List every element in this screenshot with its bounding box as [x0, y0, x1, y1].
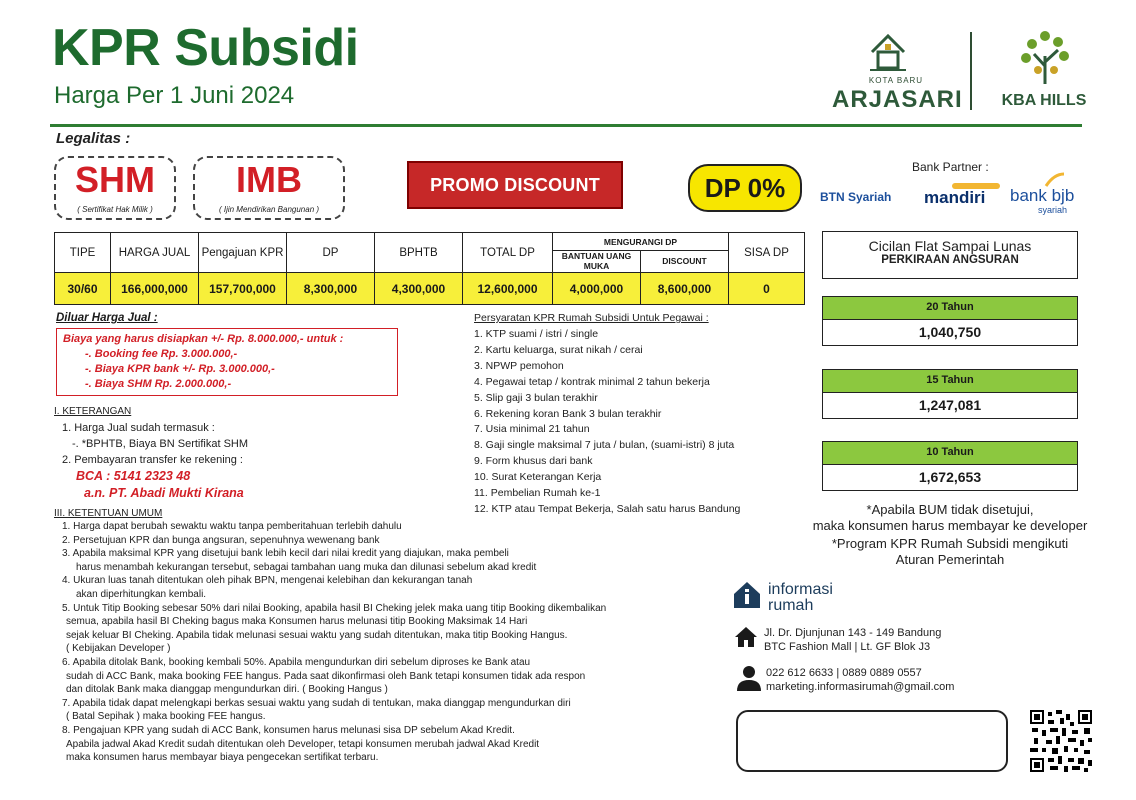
page-subtitle: Harga Per 1 Juni 2024 — [54, 82, 295, 109]
th-tipe: TIPE — [55, 233, 111, 273]
biaya-line: Biaya yang harus disiapkan +/- Rp. 8.000.000,- untuk : — [63, 333, 344, 345]
kba-tree-icon — [1014, 26, 1076, 88]
qr-code-icon — [1030, 710, 1092, 772]
tenor-20-label: 20 Tahun — [822, 296, 1078, 320]
note-program — [782, 536, 1118, 568]
cicilan-subtitle: PERKIRAAN ANGSURAN — [881, 254, 1019, 266]
ketentuan-line: 1. Harga dapat berubah sewaktu waktu tanpa pemberitahuan terlebih dahulu — [62, 521, 402, 532]
td-dp: 8,300,000 — [287, 273, 375, 305]
th-dp: DP — [287, 233, 375, 273]
informasi-rumah-brand — [768, 582, 833, 614]
keterangan-title: I. KETERANGAN — [54, 406, 132, 417]
td-tipe: 30/60 — [55, 273, 111, 305]
persyaratan-item: 4. Pegawai tetap / kontrak minimal 2 tahun bekerja — [474, 375, 710, 388]
btn-syariah-logo: BTN Syariah — [820, 190, 892, 204]
email-address: marketing.informasirumah@gmail.com — [766, 681, 955, 693]
ketentuan-line: harus menambah kekurangan tersebut, sebagai tambahan uang muka dan dilunasi sebelum akad kredit — [76, 561, 537, 573]
td-pengajuan-kpr: 157,700,000 — [199, 273, 287, 305]
tenor-10-value: 1,672,653 — [822, 465, 1078, 491]
bank-partner-label: Bank Partner : — [912, 160, 989, 174]
imb-badge — [193, 156, 345, 220]
th-harga-jual: HARGA JUAL — [111, 233, 199, 273]
th-discount: DISCOUNT — [641, 251, 729, 273]
td-sisa-dp: 0 — [729, 273, 805, 305]
biaya-box — [56, 328, 398, 396]
persyaratan-item: 3. NPWP pemohon — [474, 359, 564, 372]
ketentuan-line: maka konsumen harus membayar biaya pengecekan sertifikat terbaru. — [66, 752, 379, 764]
persyaratan-item: 5. Slip gaji 3 bulan terakhir — [474, 391, 598, 404]
th-bantuan-uang-muka: BANTUAN UANG MUKA — [553, 251, 641, 273]
tenor-10-card — [822, 441, 1078, 491]
persyaratan-item: 1. KTP suami / istri / single — [474, 328, 599, 340]
tenor-15-value: 1,247,081 — [822, 393, 1078, 419]
informasi-rumah-logo-icon — [732, 580, 762, 610]
logo-divider — [970, 32, 972, 110]
ketentuan-line: akan diperhitungkan kembali. — [76, 588, 207, 600]
ketentuan-line: 8. Pengajuan KPR yang sudah di ACC Bank, konsumen harus melunasi sisa DP sebelum Akad Kredit. — [62, 724, 515, 736]
persyaratan-item: 12. KTP atau Tempat Bekerja, Salah satu harus Bandung — [474, 502, 741, 515]
ketentuan-line: 6. Apabila ditolak Bank, booking kembali 50%. Apabila mengundurkan diri sebelum diproses ke Bank atau — [62, 656, 531, 668]
biaya-line: -. Booking fee Rp. 3.000.000,- — [85, 348, 238, 360]
promo-discount-banner: PROMO DISCOUNT — [407, 161, 623, 209]
th-total-dp: TOTAL DP — [463, 233, 553, 273]
note-bum-line2: maka konsumen harus membayar ke developer — [812, 518, 1088, 533]
tenor-20-card — [822, 296, 1078, 346]
legalitas-label: Legalitas : — [56, 130, 131, 147]
keterangan-item-1-sub: -. *BPHTB, Biaya BN Sertifikat SHM — [72, 438, 249, 450]
ketentuan-line: Apabila jadwal Akad Kredit sudah ditentukan oleh Developer, tetapi konsumen merubah jadwal Akad Kredit — [66, 738, 540, 750]
th-pengajuan-kpr: Pengajuan KPR — [199, 233, 287, 273]
header-divider — [50, 124, 1082, 127]
logo-kba-hills: KBA HILLS — [1001, 92, 1087, 109]
td-total-dp: 12,600,000 — [463, 273, 553, 305]
mandiri-logo: mandiri — [924, 188, 986, 207]
ketentuan-line: 7. Apabila tidak dapat melengkapi berkas sesuai waktu yang sudah di tentukan, maka dianggap mengundurkan diri — [62, 697, 571, 709]
tenor-20-value: 1,040,750 — [822, 320, 1078, 346]
persyaratan-item: 8. Gaji single maksimal 7 juta / bulan, (suami-istri) 8 juta — [474, 439, 735, 452]
td-bphtb: 4,300,000 — [375, 273, 463, 305]
shm-desc: ( Sertifikat Hak Milik ) — [77, 205, 153, 214]
home-icon — [734, 626, 758, 648]
ketentuan-line: ( Batal Sepihak ) maka booking FEE hangus. — [66, 711, 266, 723]
ketentuan-line: 5. Untuk Titip Booking sebesar 50% dari nilai Booking, apabila hasil BI Cheking jelek maka uang titip Booking dikembalikan — [62, 602, 607, 614]
contact-info — [766, 666, 954, 694]
persyaratan-item: 9. Form khusus dari bank — [474, 455, 593, 468]
shm-badge — [54, 156, 176, 220]
note-program-line2: Aturan Pemerintah — [895, 552, 1005, 567]
td-discount: 8,600,000 — [641, 273, 729, 305]
note-program-line1: *Program KPR Rumah Subsidi mengikuti — [831, 536, 1069, 551]
tenor-10-label: 10 Tahun — [822, 441, 1078, 465]
bank-account — [76, 468, 244, 502]
phone-number: 022 612 6633 | 0889 0889 0557 — [766, 667, 922, 679]
diluar-harga-title: Diluar Harga Jual : — [56, 312, 158, 324]
cicilan-title: Cicilan Flat Sampai Lunas — [868, 238, 1032, 254]
th-bphtb: BPHTB — [375, 233, 463, 273]
tenor-15-card — [822, 369, 1078, 419]
bca-number: BCA : 5141 2323 48 — [76, 469, 191, 483]
biaya-line: -. Biaya SHM Rp. 2.000.000,- — [85, 378, 232, 390]
td-bantuan: 4,000,000 — [553, 273, 641, 305]
page-title: KPR Subsidi — [52, 19, 359, 77]
ketentuan-list — [62, 520, 722, 765]
keterangan-item-1: 1. Harga Jual sudah termasuk : — [62, 422, 215, 434]
logo-arjasari: ARJASARI — [832, 86, 963, 113]
th-mengurangi-dp: MENGURANGI DP — [553, 233, 729, 251]
persyaratan-item: 7. Usia minimal 21 tahun — [474, 423, 590, 436]
note-bum — [782, 502, 1118, 534]
ketentuan-line: sejak keluar BI Cheking. Apabila tidak melunasi sesuai waktu yang sudah ditentukan, maka titip Booking Hangus. — [66, 629, 568, 641]
persyaratan-item: 6. Rekening koran Bank 3 bulan terakhir — [474, 407, 662, 420]
persyaratan-item: 2. Kartu keluarga, surat nikah / cerai — [474, 343, 643, 356]
address — [764, 626, 941, 654]
tenor-15-label: 15 Tahun — [822, 369, 1078, 393]
address-line2: BTC Fashion Mall | Lt. GF Blok J3 — [764, 641, 931, 653]
cicilan-header-box — [822, 231, 1078, 279]
logo-arjasari-tagline: KOTA BARU — [868, 76, 924, 85]
brand-line1: informasi — [768, 581, 833, 598]
brand-line2: rumah — [768, 597, 814, 614]
note-bum-line1: *Apabila BUM tidak disetujui, — [866, 502, 1034, 517]
arjasari-house-icon — [868, 30, 908, 74]
bjb-syariah-label: syariah — [1038, 205, 1068, 215]
td-harga-jual: 166,000,000 — [111, 273, 199, 305]
persyaratan-title: Persyaratan KPR Rumah Subsidi Untuk Pegawai : — [474, 312, 709, 324]
shm-label: SHM — [75, 159, 155, 200]
ketentuan-line: sudah di ACC Bank, maka booking FEE hangus. Pada saat dikonfirmasi oleh Bank tetapi konsumen tidak ada respon — [66, 670, 586, 682]
account-holder: a.n. PT. Abadi Mukti Kirana — [84, 486, 244, 500]
ketentuan-title: III. KETENTUAN UMUM — [54, 508, 163, 519]
th-sisa-dp: SISA DP — [729, 233, 805, 273]
ketentuan-line: 3. Apabila maksimal KPR yang disetujui bank lebih kecil dari nilai kredit yang diajukan, maka pembeli — [62, 548, 509, 560]
imb-desc: ( Ijin Mendirikan Bangunan ) — [218, 205, 320, 214]
person-icon — [736, 664, 762, 692]
ketentuan-line: semua, apabila hasil BI Cheking bagus maka Konsumen harus melunasi titip Booking Maksimak 14 Hari — [66, 616, 528, 628]
persyaratan-item: 10. Surat Keterangan Kerja — [474, 471, 602, 484]
ketentuan-line: 2. Persetujuan KPR dan bunga angsuran, sepenuhnya wewenang bank — [62, 534, 380, 546]
ketentuan-line: 4. Ukuran luas tanah ditentukan oleh pihak BPN, mengenai kelebihan dan kekurangan tanah — [62, 575, 473, 587]
imb-label: IMB — [236, 159, 302, 200]
biaya-line: -. Biaya KPR bank +/- Rp. 3.000.000,- — [85, 363, 275, 375]
keterangan-item-2: 2. Pembayaran transfer ke rekening : — [62, 454, 243, 466]
blank-box — [736, 710, 1008, 772]
persyaratan-list — [474, 327, 740, 518]
persyaratan-item: 11. Pembelian Rumah ke-1 — [474, 487, 601, 500]
address-line1: Jl. Dr. Djunjunan 143 - 149 Bandung — [764, 627, 942, 639]
bjb-logo: bank bjb — [1010, 186, 1075, 205]
ketentuan-line: ( Kebijakan Developer ) — [66, 643, 171, 655]
price-table — [54, 232, 805, 305]
dp-zero-badge: DP 0% — [688, 164, 802, 212]
ketentuan-line: dan ditolak Bank maka dianggap mengundurkan diri. ( Booking Hangus ) — [66, 684, 388, 696]
